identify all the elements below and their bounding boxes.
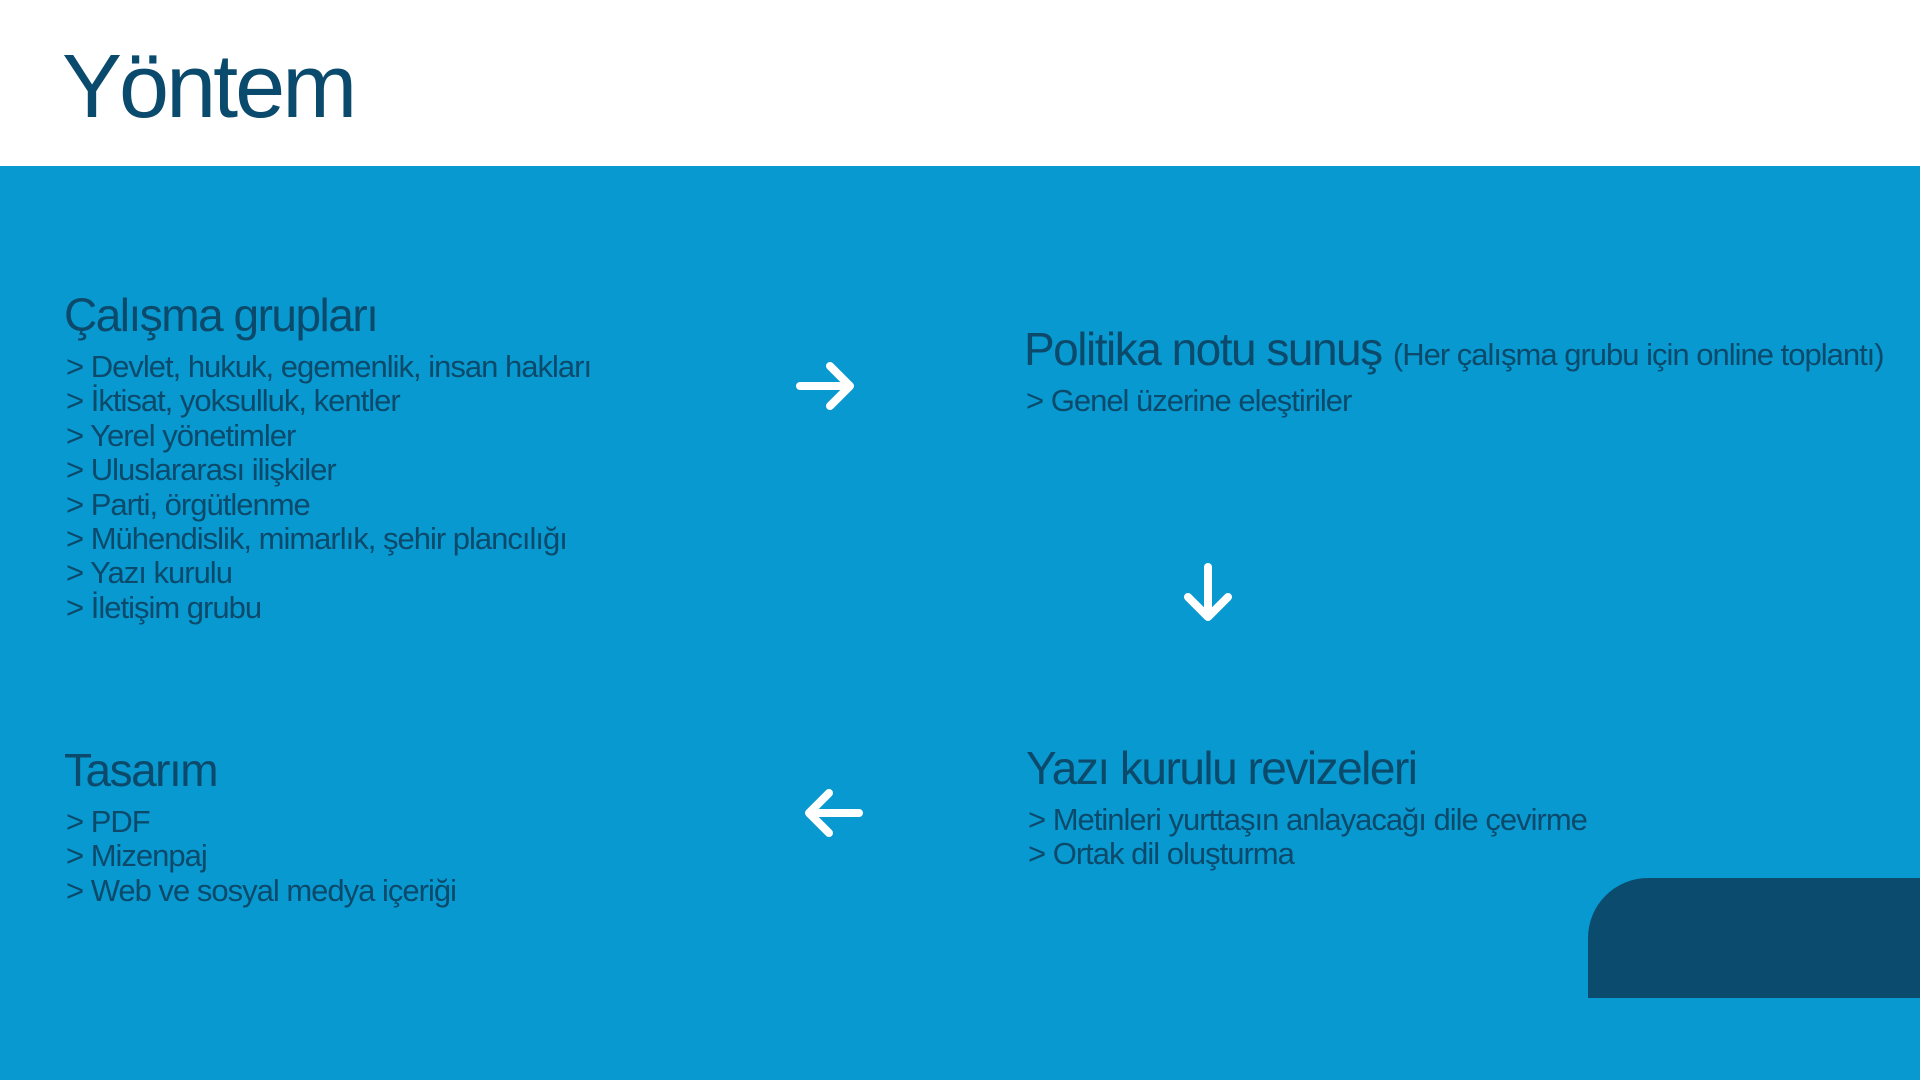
list-item: > Parti, örgütlenme — [66, 488, 591, 522]
section-heading-editorial-revisions: Yazı kurulu revizeleri — [1026, 742, 1417, 794]
policy-heading-text: Politika notu sunuş — [1024, 323, 1382, 375]
list-item: > PDF — [66, 805, 456, 839]
arrow-right-icon — [792, 351, 862, 421]
section-heading-policy-note — [1024, 323, 1884, 376]
editorial-revisions-list — [1028, 803, 1587, 872]
list-item: > Mizenpaj — [66, 839, 456, 873]
section-heading-working-groups: Çalışma grupları — [64, 289, 378, 341]
list-item: > Yazı kurulu — [66, 556, 591, 590]
arrow-down-icon — [1173, 559, 1243, 629]
arrow-left-icon — [797, 778, 867, 848]
design-list — [66, 805, 456, 908]
list-item: > Genel üzerine eleştiriler — [1026, 384, 1884, 418]
section-design — [64, 744, 456, 908]
list-item: > Uluslararası ilişkiler — [66, 453, 591, 487]
list-item: > Yerel yönetimler — [66, 419, 591, 453]
list-item: > İletişim grubu — [66, 591, 591, 625]
policy-heading-note: (Her çalışma grubu için online toplantı) — [1392, 337, 1884, 372]
list-item: > Web ve sosyal medya içeriği — [66, 874, 456, 908]
policy-note-list — [1026, 384, 1884, 418]
list-item: > Devlet, hukuk, egemenlik, insan hakları — [66, 350, 591, 384]
section-heading-design: Tasarım — [64, 744, 218, 796]
section-working-groups — [64, 289, 591, 625]
list-item: > İktisat, yoksulluk, kentler — [66, 384, 591, 418]
list-item: > Metinleri yurttaşın anlayacağı dile çevirme — [1028, 803, 1587, 837]
slide-header — [0, 0, 1920, 166]
list-item: > Mühendislik, mimarlık, şehir plancılığı — [66, 522, 591, 556]
decorative-corner-shape — [1588, 878, 1920, 998]
slide-title: Yöntem — [62, 37, 355, 137]
list-item: > Ortak dil oluşturma — [1028, 837, 1587, 871]
section-editorial-revisions — [1026, 742, 1587, 872]
section-policy-note — [1024, 323, 1884, 418]
working-groups-list — [66, 350, 591, 625]
